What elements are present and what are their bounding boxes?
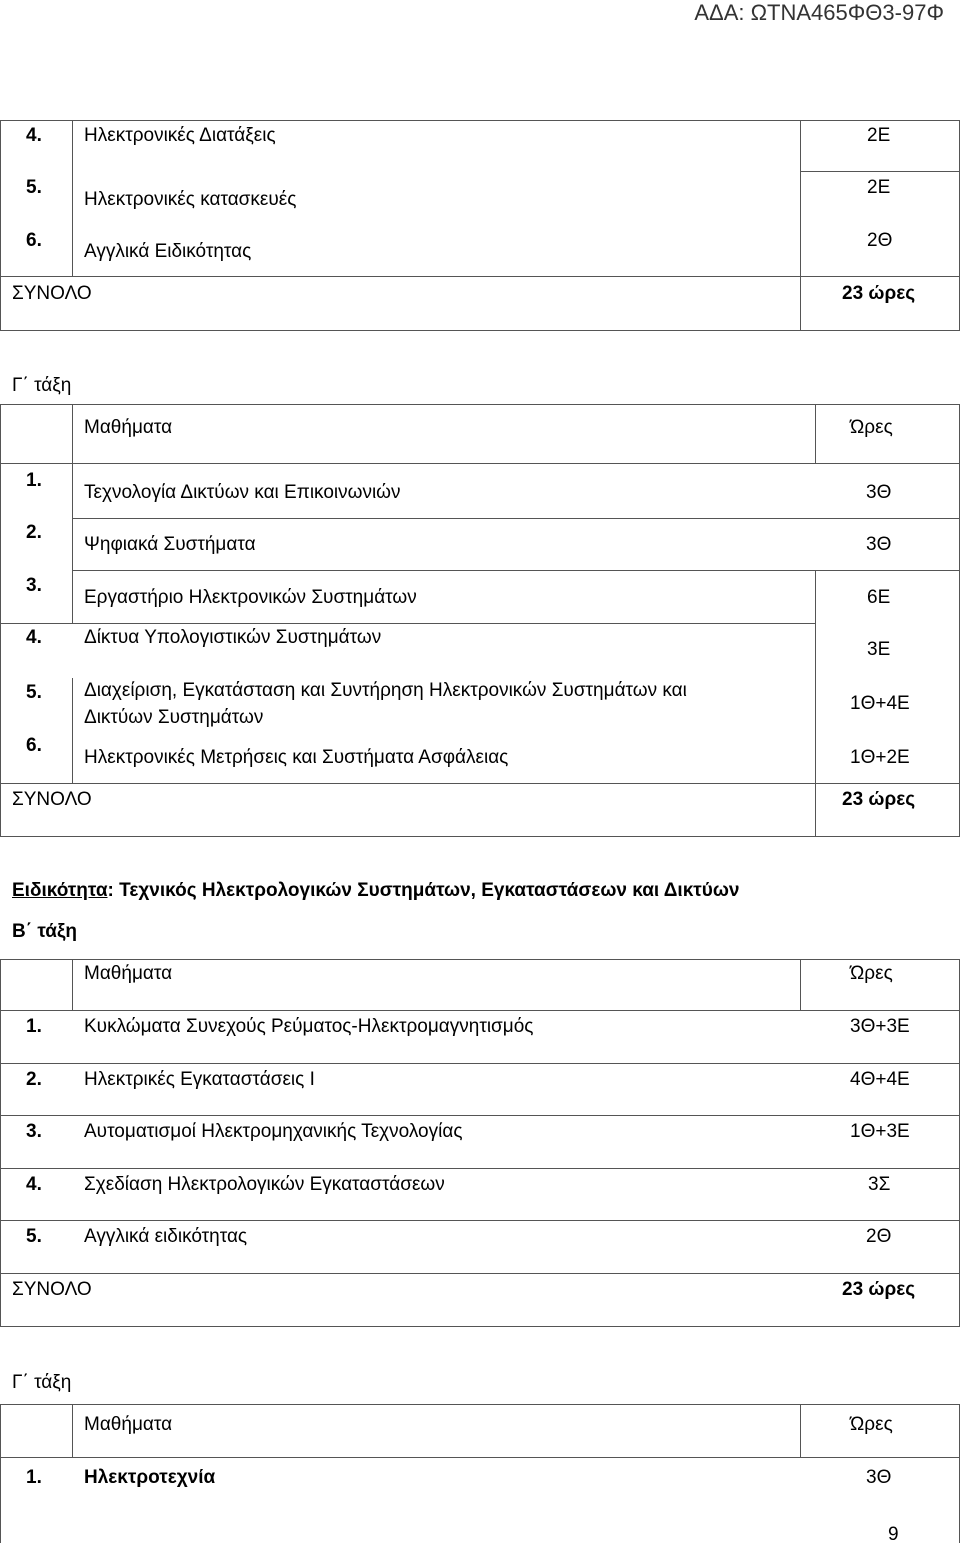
table-row-subject: Διαχείριση, Εγκατάσταση και Συντήρηση Ηλεκτρονικών Συστημάτων και	[84, 680, 687, 701]
specialty-heading	[12, 880, 739, 902]
table-row-subject: Κυκλώματα Συνεχούς Ρεύματος-Ηλεκτρομαγνητισμός	[84, 1016, 534, 1037]
table-row-num: 3.	[26, 1121, 42, 1142]
table-row-subject: Δίκτυα Υπολογιστικών Συστημάτων	[84, 627, 382, 648]
table-row-hours: 2Θ	[867, 230, 893, 251]
table-row-hours: 2Θ	[866, 1226, 892, 1247]
table-row-subject: Ηλεκτρικές Εγκαταστάσεις Ι	[84, 1069, 315, 1090]
table-row-subject: Δικτύων Συστημάτων	[84, 707, 264, 728]
table-row-hours: 4Θ+4Ε	[850, 1069, 910, 1090]
class-label: Β΄ τάξη	[12, 921, 78, 942]
total-label: ΣΥΝΟΛΟ	[12, 283, 92, 304]
table-row-hours: 2Ε	[867, 177, 891, 198]
table-row-num: 4.	[26, 1174, 42, 1195]
table-row-hours: 2Ε	[867, 125, 891, 146]
table-row-num: 1.	[26, 1467, 42, 1488]
page-number: 9	[888, 1524, 899, 1545]
table-row-num: 2.	[26, 1069, 42, 1090]
table-row-num: 3.	[26, 575, 42, 596]
table-row-hours: 1Θ+4Ε	[850, 693, 910, 714]
total-label: ΣΥΝΟΛΟ	[12, 1279, 92, 1300]
table-row-hours: 3Σ	[868, 1174, 891, 1195]
specialty-name: : Τεχνικός Ηλεκτρολογικών Συστημάτων, Εγκαταστάσεων και Δικτύων	[107, 880, 740, 901]
table-row-subject: Ηλεκτρονικές Διατάξεις	[84, 125, 276, 146]
column-header-subjects: Μαθήματα	[84, 963, 173, 984]
table-row-num: 5.	[26, 177, 42, 198]
specialty-prefix: Ειδικότητα	[12, 880, 108, 901]
column-header-hours: Ώρες	[850, 963, 893, 984]
table-row-num: 1.	[26, 1016, 42, 1037]
class-label: Γ΄ τάξη	[12, 375, 72, 396]
table-row-num: 1.	[26, 470, 42, 491]
total-hours: 23 ώρες	[842, 283, 916, 304]
total-hours: 23 ώρες	[842, 789, 916, 810]
table-row-subject: Εργαστήριο Ηλεκτρονικών Συστημάτων	[84, 587, 417, 608]
ada-code: ΑΔΑ: ΩΤΝΑ465ΦΘ3-97Φ	[694, 0, 944, 25]
total-hours: 23 ώρες	[842, 1279, 916, 1300]
table-row-subject: Αυτοματισμοί Ηλεκτρομηχανικής Τεχνολογίας	[84, 1121, 463, 1142]
table-row-num: 5.	[26, 682, 42, 703]
column-header-subjects: Μαθήματα	[84, 417, 173, 438]
table-row-hours: 3Θ	[866, 1467, 892, 1488]
table-row-num: 6.	[26, 735, 42, 756]
table-row-num: 4.	[26, 125, 42, 146]
table-row-subject: Ηλεκτρονικές κατασκευές	[84, 189, 297, 210]
table-row-hours: 3Θ	[866, 534, 892, 555]
total-label: ΣΥΝΟΛΟ	[12, 789, 92, 810]
class-label: Γ΄ τάξη	[12, 1372, 72, 1393]
column-header-hours: Ώρες	[850, 1414, 893, 1435]
table-row-subject: Αγγλικά Ειδικότητας	[84, 241, 252, 262]
table-row-hours: 3Θ+3Ε	[850, 1016, 910, 1037]
table-row-subject: Ηλεκτρονικές Μετρήσεις και Συστήματα Ασφάλειας	[84, 747, 509, 768]
table-row-hours: 1Θ+3Ε	[850, 1121, 910, 1142]
table-row-hours: 3Θ	[866, 482, 892, 503]
table-row-subject: Αγγλικά ειδικότητας	[84, 1226, 248, 1247]
table-row-subject: Ηλεκτροτεχνία	[84, 1467, 216, 1488]
table-row-hours: 6Ε	[867, 587, 891, 608]
table-row-num: 4.	[26, 627, 42, 648]
table-row-hours: 1Θ+2Ε	[850, 747, 910, 768]
table-row-num: 6.	[26, 230, 42, 251]
table-row-num: 5.	[26, 1226, 42, 1247]
column-header-subjects: Μαθήματα	[84, 1414, 173, 1435]
table-row-subject: Τεχνολογία Δικτύων και Επικοινωνιών	[84, 482, 401, 503]
table-row-subject: Σχεδίαση Ηλεκτρολογικών Εγκαταστάσεων	[84, 1174, 445, 1195]
table-row-hours: 3Ε	[867, 639, 891, 660]
column-header-hours: Ώρες	[850, 417, 893, 438]
table-row-subject: Ψηφιακά Συστήματα	[84, 534, 256, 555]
table-row-num: 2.	[26, 522, 42, 543]
